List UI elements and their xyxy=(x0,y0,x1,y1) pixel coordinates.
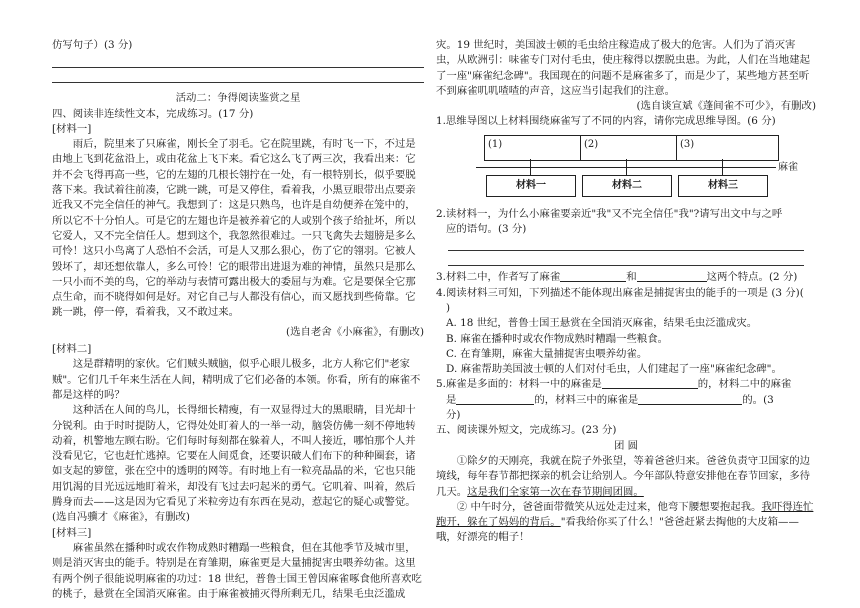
mind-map-material-3: 材料三 xyxy=(678,175,768,197)
q5-blank-1[interactable] xyxy=(602,377,698,389)
question-3-pre: 3.材料二中，作者写了麻雀 xyxy=(436,271,561,284)
mind-map-material-1: 材料一 xyxy=(486,175,576,197)
answer-line[interactable] xyxy=(52,82,424,83)
q3-blank-2[interactable] xyxy=(637,270,707,282)
left-column xyxy=(52,0,424,602)
mind-map-blank-3[interactable]: (3) xyxy=(680,138,695,150)
question-1: 1.思维导图以上材料围绕麻雀写了不同的内容，请你完成思维导图。(6 分) xyxy=(436,115,776,128)
material1-source: (选自老舍《小麻雀》，有删改) xyxy=(286,325,424,338)
material1-label: [材料一] xyxy=(52,122,92,135)
right-column xyxy=(436,0,816,546)
question-5-cont xyxy=(436,393,816,408)
q5-blank-3[interactable] xyxy=(638,393,742,405)
material2-text-1: 这是群精明的家伙。它们贼头贼脑，似乎心眼儿极多，北方人称它们"老家贼"。它们几千年来生活在人间，精明成了它们必备的本领。你看，所有的麻雀不都是这样的吗？ xyxy=(52,358,421,401)
material3-continued: 灾。19 世纪时，美国波士顿的毛虫给庄稼造成了极大的危害。人们为了消灭害虫，从欧洲引：味雀专门对付毛虫，使庄稼得以摆脱虫患。为此，人们在当地建起了一座"麻雀纪念碑"。我国现在的问题不是麻雀多了，而是少了，某些地方甚至听不到麻雀叽叽喳喳的声音，这应当引起我们的注意。 xyxy=(436,39,811,97)
q5-blank-2[interactable] xyxy=(456,393,534,405)
p1-underlined: 这是我们全家第一次在春节期间团圆。 xyxy=(467,485,644,498)
answer-line[interactable] xyxy=(448,250,804,251)
mind-map xyxy=(436,133,816,201)
q5-text-3: 是 xyxy=(446,393,457,406)
mind-map-axis-label: 麻雀 xyxy=(778,161,798,173)
q5-text-4: 的，材料三中的麻雀是 xyxy=(534,393,639,406)
story-paragraph-2 xyxy=(436,500,816,546)
material2-text-2: 这种活在人间的鸟儿，长得细长精瘦，有一双显得过大的黑眼睛，目光却十分锐利。由于时时提防人，它得处处盯着人的一举一动，脑袋仿佛一刻不停地转动着，机警地左顾右盼。它们每时每刻都在躲着人，不叫人接近，哪怕那个人并没看见它，它也赶忙逃掉。它要在人间觅食，还要识破人们布下的种种圈套，诸如支起的箩筐，张在空中的透明的网等。有时地上有一粒亮晶晶的米，它也只能用饥渴的目光远远地盯着米，却没有飞过去叼起米的勇气。它叽着、叫着，然后腾身而去——这是因为它看见了米粒旁边有东西在晃动，惹起它的疑心或警觉。(选自冯骥才《麻雀》，有删改) xyxy=(52,404,416,524)
connector xyxy=(722,159,723,167)
question-3-post: 这两个特点。(2 分) xyxy=(706,271,798,284)
q5-text-2: 的，材料二中的麻雀 xyxy=(697,378,792,391)
material3-text: 麻雀虽然在播种时或农作物成熟时糟蹋一些粮食，但在其他季节及城市里，则是消灭害虫的能手。特别是在育雏期，麻雀更是大量捕捉害虫喂养幼雀。这里有两个例子很能说明麻雀的功过：18 世纪，普鲁士国王曾因麻雀啄食他所喜欢吃的桃子，悬赏在全国消灭麻雀。由于麻雀被捕灭得所剩无几，结果毛虫泛滥成 xyxy=(52,541,422,600)
answer-line[interactable] xyxy=(52,67,424,68)
material3-label: [材料三] xyxy=(52,526,92,539)
p2-text-end: "看我给你买了什么！"爸爸赶紧去掏他的大皮箱——哦，好漂亮的帽子！ xyxy=(436,516,799,544)
question-3-mid: 和 xyxy=(626,271,637,284)
connector xyxy=(530,159,531,167)
connector xyxy=(530,167,531,175)
mind-map-blank-1[interactable]: (1) xyxy=(485,136,581,160)
p2-text: ② 中午时分，爸爸面带微笑从远处走过来，他弯下腰想要抱起我。 xyxy=(456,500,762,513)
option-d[interactable]: D. 麻雀帮助美国波士顿的人们对付毛虫，人们建起了一座"麻雀纪念碑"。 xyxy=(446,363,782,376)
question-2-cont: 应的语句。(3 分) xyxy=(446,223,527,236)
option-c[interactable]: C. 在育雏期，麻雀大量捕捉害虫喂养幼雀。 xyxy=(446,347,648,360)
question-5 xyxy=(436,377,816,392)
answer-line[interactable] xyxy=(448,265,804,266)
section5-title: 五、阅读课外短文，完成练习。(23 分) xyxy=(436,424,617,437)
connector xyxy=(626,159,627,167)
story-title: 团 圆 xyxy=(613,439,639,452)
question-2: 2.读材料一，为什么小麻雀要亲近"我"又不完全信任"我"?请写出文中与之呼 xyxy=(436,207,783,220)
material1-text: 雨后，院里来了只麻雀，刚长全了羽毛。它在院里跳，有时飞一下，不过是由地上飞到花盆沿上，或由花盆上飞下来。看它这么飞了两三次，我看出来：它并不会飞得再高一些，它的左翅的几根长翎拧在一处，有一根特别长，似乎要脱落下来。我试着往前凑，它跳一跳，可是又停住，看着我，小黑豆眼带出点要亲近我又不完全信任的神气。我想到了：这是只熟鸟，也许是自幼便养在笼中的，所以它不十分怕人。可是它的左翅也许是被养着它的人或别个孩子给扯坏，所以它爱人，又不完全信任人。想到这个，我忽然很难过。一只飞禽失去翅膀是多么可怜！这只小鸟离了人恐怕不会活，可是人又那么狠心，伤了它的翎羽。它被人毁坏了，却还想依靠人，多么可怜！它的眼带出进退为难的神情，虽然只是那么一只小而不美的鸟，它的举动与表情可露出极大的委屈与为难。它是要保全它那点生命，而不晓得如何是好。对它自己与人都没有信心，而又愿找到些倚靠。它跳一跳，停一停，看着我，又不敢过来。 xyxy=(52,138,416,319)
mind-map-top-frame xyxy=(484,135,779,161)
mind-map-blank-2[interactable]: (2) xyxy=(581,136,677,160)
mind-map-material-2: 材料二 xyxy=(582,175,672,197)
connector xyxy=(722,167,723,175)
question-4: 4.阅读材料三可知，下列描述不能体现出麻雀是捕捉害虫的能手的一项是 (3 分)( xyxy=(436,286,804,299)
connector xyxy=(626,167,627,175)
p2-underlined: 我吓得连忙跑开，躲在了妈妈的背后。 xyxy=(436,500,814,529)
p1-text: ①除夕的天刚亮，我就在院子外张望，等着爸爸归来。爸爸负责守卫国家的边境线，每年春节都把探亲的机会让给别人。今年部队特意安排他在春节回家，多待几天。 xyxy=(436,454,811,498)
option-a[interactable]: A. 18 世纪，普鲁士国王悬赏在全国消灭麻雀，结果毛虫泛滥成灾。 xyxy=(446,317,758,330)
question-3 xyxy=(436,270,816,285)
q5-text-5: 的。(3 xyxy=(742,393,774,406)
question-4-paren: ) xyxy=(446,301,451,314)
top-line: 仿写句子）(3 分) xyxy=(52,39,133,51)
q3-blank-1[interactable] xyxy=(560,270,626,282)
question-5-score: 分) xyxy=(446,409,461,422)
activity-title: 活动二：争得阅读鉴赏之星 xyxy=(175,92,301,105)
section4-title: 四、阅读非连续性文本，完成练习。(17 分) xyxy=(52,107,254,120)
option-b[interactable]: B. 麻雀在播种时或农作物成熟时糟蹋一些粮食。 xyxy=(446,332,669,345)
material3-source: (选自谈宣斌《蓬间雀不可少》，有删改) xyxy=(636,100,816,113)
q5-text-1: 5.麻雀是多面的：材料一中的麻雀是 xyxy=(436,378,602,391)
material2-label: [材料二] xyxy=(52,343,92,356)
story-paragraph-1 xyxy=(436,454,816,500)
